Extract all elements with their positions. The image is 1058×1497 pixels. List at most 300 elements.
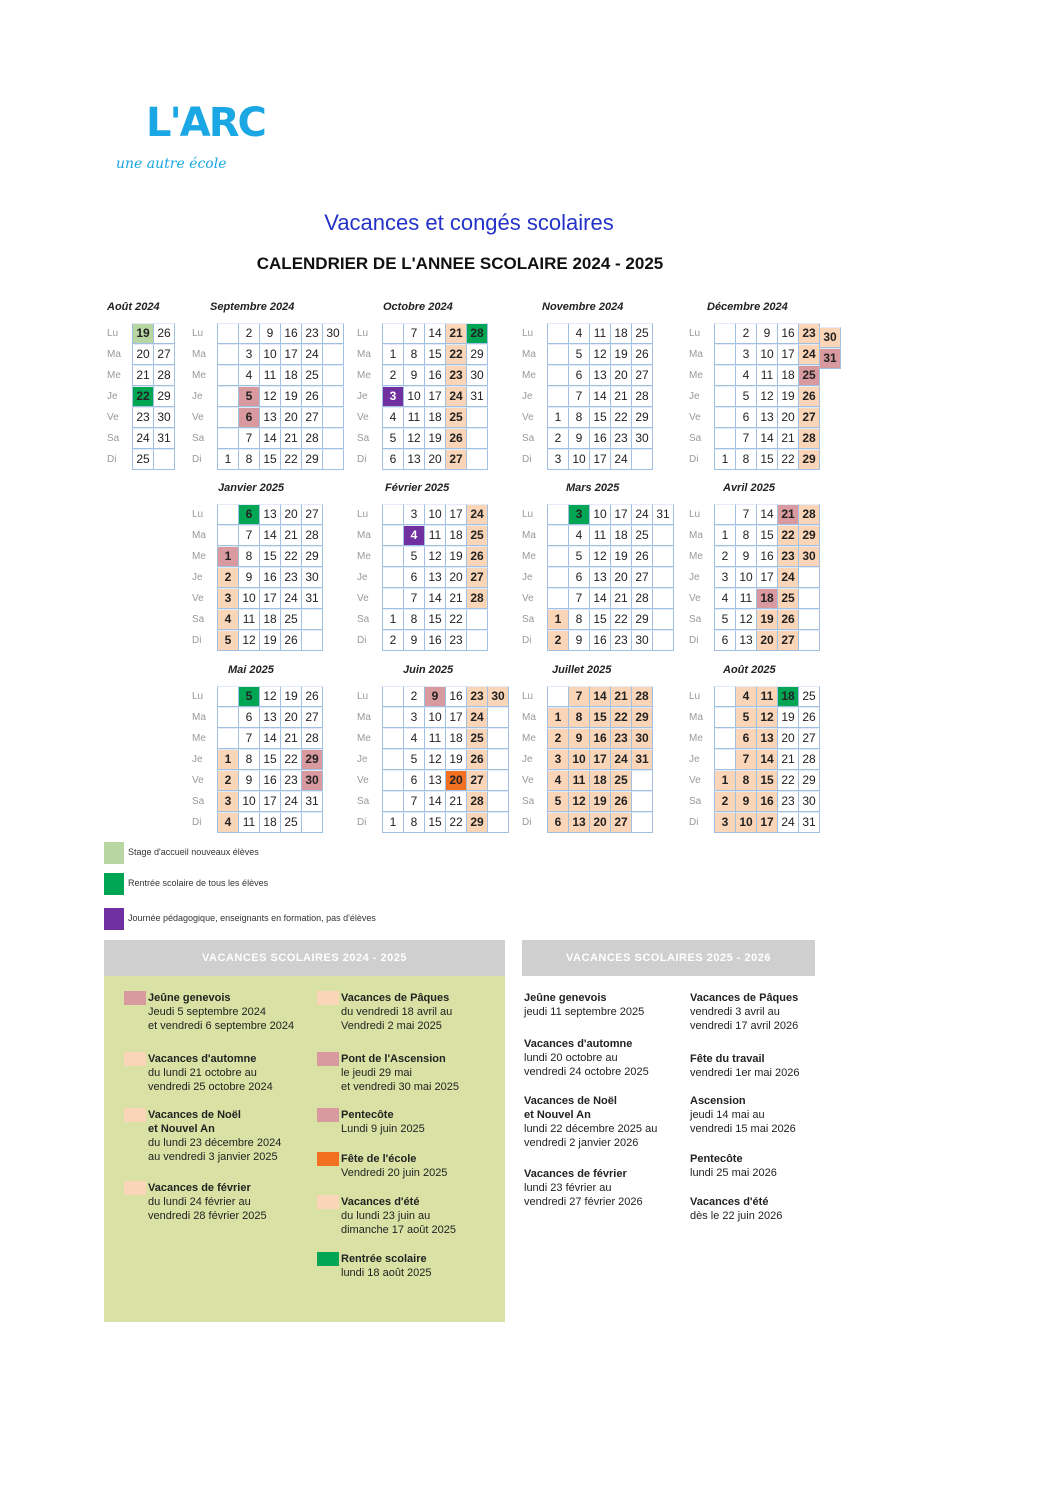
day-cell: 9 bbox=[568, 428, 590, 449]
day-cell: 13 bbox=[403, 449, 425, 470]
day-cell bbox=[382, 770, 404, 791]
weekday-label: Sa bbox=[357, 614, 370, 625]
day-cell: 31 bbox=[631, 749, 653, 770]
day-cell: 1 bbox=[217, 546, 239, 567]
day-cell: 16 bbox=[589, 728, 611, 749]
day-cell: 14 bbox=[259, 428, 281, 449]
month-title: Février 2025 bbox=[385, 482, 450, 494]
weekday-label: Ma bbox=[192, 349, 206, 360]
day-cell: 30 bbox=[631, 728, 653, 749]
day-cell: 31 bbox=[652, 504, 674, 525]
day-cell: 11 bbox=[424, 525, 446, 546]
day-cell: 10 bbox=[735, 812, 757, 833]
weekday-label: Lu bbox=[689, 328, 701, 339]
entry-title: Vacances d'été bbox=[341, 1196, 420, 1208]
entry-line: jeudi 14 mai au bbox=[690, 1109, 765, 1121]
day-cell: 17 bbox=[756, 812, 778, 833]
day-cell: 30 bbox=[631, 428, 653, 449]
day-cell: 30 bbox=[798, 791, 820, 812]
day-cell: 25 bbox=[466, 728, 488, 749]
day-cell: 30 bbox=[631, 630, 653, 651]
day-cell: 9 bbox=[403, 630, 425, 651]
day-cell: 12 bbox=[259, 386, 281, 407]
day-cell: 29 bbox=[153, 386, 175, 407]
vacation-entry bbox=[148, 1052, 273, 1094]
month-title: Août 2025 bbox=[723, 664, 776, 676]
day-cell: 23 bbox=[777, 791, 799, 812]
day-cell: 30 bbox=[153, 407, 175, 428]
weekday-label: Di bbox=[689, 454, 699, 465]
day-cell: 2 bbox=[382, 365, 404, 386]
day-cell: 19 bbox=[424, 428, 446, 449]
day-cell: 18 bbox=[280, 365, 302, 386]
day-cell: 9 bbox=[756, 323, 778, 344]
entry-title: Ascension bbox=[690, 1095, 746, 1107]
day-cell bbox=[301, 812, 323, 833]
day-cell: 7 bbox=[403, 588, 425, 609]
day-cell: 18 bbox=[259, 812, 281, 833]
day-cell bbox=[652, 630, 674, 651]
day-cell: 12 bbox=[424, 749, 446, 770]
day-cell: 3 bbox=[735, 344, 757, 365]
day-cell: 8 bbox=[735, 449, 757, 470]
day-cell: 26 bbox=[631, 344, 653, 365]
day-cell: 5 bbox=[735, 707, 757, 728]
day-cell: 21 bbox=[777, 749, 799, 770]
weekday-label: Me bbox=[357, 551, 371, 562]
entry-line: jeudi 11 septembre 2025 bbox=[524, 1006, 645, 1018]
entry-line: du vendredi 18 avril au bbox=[341, 1006, 453, 1018]
day-cell: 4 bbox=[382, 407, 404, 428]
entry-line: Vendredi 2 mai 2025 bbox=[341, 1020, 442, 1032]
day-cell bbox=[487, 707, 509, 728]
weekday-label: Sa bbox=[357, 796, 370, 807]
day-cell: 9 bbox=[403, 365, 425, 386]
day-cell: 3 bbox=[547, 449, 569, 470]
weekday-label: Je bbox=[522, 754, 533, 765]
month-title: Septembre 2024 bbox=[210, 301, 295, 313]
vacation-entry bbox=[690, 1094, 796, 1136]
day-cell: 19 bbox=[777, 707, 799, 728]
day-cell bbox=[631, 812, 653, 833]
day-cell: 2 bbox=[714, 791, 736, 812]
day-cell: 16 bbox=[259, 567, 281, 588]
entry-line: du lundi 24 février au bbox=[148, 1196, 251, 1208]
month-title: Juin 2025 bbox=[403, 664, 454, 676]
weekday-label: Sa bbox=[522, 433, 535, 444]
day-cell: 4 bbox=[568, 323, 590, 344]
weekday-label: Ve bbox=[192, 412, 204, 423]
day-cell: 20 bbox=[445, 567, 467, 588]
day-cell bbox=[652, 588, 674, 609]
month-title: Juillet 2025 bbox=[552, 664, 612, 676]
day-cell: 25 bbox=[280, 609, 302, 630]
day-cell: 20 bbox=[610, 365, 632, 386]
day-cell: 5 bbox=[568, 546, 590, 567]
day-cell: 8 bbox=[568, 609, 590, 630]
day-cell: 6 bbox=[568, 567, 590, 588]
day-cell: 4 bbox=[735, 365, 757, 386]
day-cell: 4 bbox=[735, 686, 757, 707]
entry-line: Vendredi 20 juin 2025 bbox=[341, 1167, 448, 1179]
entry-title: Jeûne genevois bbox=[148, 992, 231, 1004]
day-cell: 26 bbox=[798, 386, 820, 407]
day-cell: 8 bbox=[568, 407, 590, 428]
day-cell: 23 bbox=[466, 686, 488, 707]
day-cell: 8 bbox=[403, 812, 425, 833]
entry-line: du lundi 21 octobre au bbox=[148, 1067, 257, 1079]
weekday-label: Ve bbox=[357, 775, 369, 786]
day-cell: 14 bbox=[259, 728, 281, 749]
day-cell: 21 bbox=[132, 365, 154, 386]
day-cell: 22 bbox=[280, 449, 302, 470]
day-cell: 17 bbox=[777, 344, 799, 365]
day-cell: 24 bbox=[777, 812, 799, 833]
day-cell: 7 bbox=[568, 386, 590, 407]
entry-title: Vacances d'été bbox=[690, 1196, 769, 1208]
month-title: Janvier 2025 bbox=[218, 482, 285, 494]
day-cell: 20 bbox=[756, 630, 778, 651]
weekday-label: Me bbox=[357, 733, 371, 744]
day-cell: 10 bbox=[424, 504, 446, 525]
day-cell: 9 bbox=[259, 323, 281, 344]
weekday-label: Sa bbox=[522, 614, 535, 625]
day-cell: 6 bbox=[568, 365, 590, 386]
day-cell bbox=[466, 609, 488, 630]
day-cell: 20 bbox=[589, 812, 611, 833]
weekday-label: Je bbox=[357, 754, 368, 765]
day-cell: 21 bbox=[777, 504, 799, 525]
weekday-label: Di bbox=[522, 454, 532, 465]
day-cell: 15 bbox=[589, 609, 611, 630]
day-cell: 14 bbox=[424, 323, 446, 344]
day-cell: 5 bbox=[403, 546, 425, 567]
day-cell bbox=[547, 686, 569, 707]
day-cell: 30 bbox=[487, 686, 509, 707]
month-title: Novembre 2024 bbox=[542, 301, 624, 313]
day-cell: 12 bbox=[589, 546, 611, 567]
day-cell: 19 bbox=[756, 609, 778, 630]
day-cell: 25 bbox=[631, 525, 653, 546]
entry-swatch bbox=[124, 1108, 146, 1122]
day-cell: 11 bbox=[589, 525, 611, 546]
day-cell: 19 bbox=[610, 344, 632, 365]
day-cell bbox=[798, 588, 820, 609]
day-cell: 13 bbox=[259, 504, 281, 525]
day-cell: 8 bbox=[238, 749, 260, 770]
weekday-label: Sa bbox=[357, 433, 370, 444]
weekday-label: Me bbox=[689, 733, 703, 744]
day-cell: 28 bbox=[153, 365, 175, 386]
day-cell: 27 bbox=[610, 812, 632, 833]
day-cell: 17 bbox=[259, 588, 281, 609]
entry-line: lundi 22 décembre 2025 au bbox=[524, 1123, 658, 1135]
day-cell bbox=[798, 630, 820, 651]
day-cell: 28 bbox=[631, 686, 653, 707]
day-cell: 3 bbox=[217, 588, 239, 609]
weekday-label: Di bbox=[192, 635, 202, 646]
day-cell: 16 bbox=[280, 323, 302, 344]
entry-title: Vacances de Pâques bbox=[341, 992, 450, 1004]
day-cell: 4 bbox=[568, 525, 590, 546]
day-cell: 2 bbox=[382, 630, 404, 651]
panel-heading-2025-2026: VACANCES SCOLAIRES 2025 - 2026 bbox=[522, 940, 815, 976]
weekday-label: Lu bbox=[357, 328, 369, 339]
day-cell: 26 bbox=[798, 707, 820, 728]
day-cell: 28 bbox=[798, 749, 820, 770]
day-cell: 7 bbox=[568, 588, 590, 609]
day-cell: 13 bbox=[756, 728, 778, 749]
day-cell: 11 bbox=[238, 609, 260, 630]
day-cell: 24 bbox=[798, 344, 820, 365]
day-cell: 22 bbox=[610, 609, 632, 630]
day-cell bbox=[217, 728, 239, 749]
day-cell: 6 bbox=[238, 504, 260, 525]
day-cell: 1 bbox=[382, 609, 404, 630]
day-cell bbox=[487, 791, 509, 812]
day-cell bbox=[652, 546, 674, 567]
day-cell: 26 bbox=[445, 428, 467, 449]
day-cell: 31 bbox=[466, 386, 488, 407]
day-cell: 10 bbox=[424, 707, 446, 728]
day-cell bbox=[217, 525, 239, 546]
day-cell: 17 bbox=[445, 707, 467, 728]
day-cell: 10 bbox=[568, 449, 590, 470]
entry-title: Fête du travail bbox=[690, 1053, 765, 1065]
weekday-label: Ma bbox=[192, 712, 206, 723]
weekday-label: Di bbox=[689, 817, 699, 828]
day-cell: 11 bbox=[424, 728, 446, 749]
day-cell bbox=[322, 365, 344, 386]
entry-line: du lundi 23 décembre 2024 bbox=[148, 1137, 282, 1149]
entry-line: et Nouvel An bbox=[524, 1109, 591, 1121]
weekday-label: Me bbox=[192, 733, 206, 744]
day-cell: 27 bbox=[445, 449, 467, 470]
day-cell: 18 bbox=[445, 525, 467, 546]
day-cell: 8 bbox=[735, 770, 757, 791]
day-cell: 1 bbox=[382, 812, 404, 833]
day-cell: 1 bbox=[714, 770, 736, 791]
weekday-label: Ve bbox=[192, 775, 204, 786]
entry-line: dès le 22 juin 2026 bbox=[690, 1210, 783, 1222]
day-cell: 10 bbox=[735, 567, 757, 588]
weekday-label: Lu bbox=[357, 509, 369, 520]
entry-line: dimanche 17 août 2025 bbox=[341, 1224, 456, 1236]
day-cell: 27 bbox=[798, 407, 820, 428]
day-cell: 13 bbox=[568, 812, 590, 833]
day-cell: 19 bbox=[610, 546, 632, 567]
vacation-entry bbox=[690, 991, 798, 1033]
day-cell bbox=[714, 749, 736, 770]
day-cell bbox=[487, 812, 509, 833]
day-cell: 27 bbox=[631, 365, 653, 386]
day-cell bbox=[382, 546, 404, 567]
day-cell: 20 bbox=[424, 449, 446, 470]
weekday-label: Ve bbox=[357, 593, 369, 604]
month-title: Mars 2025 bbox=[566, 482, 620, 494]
day-cell: 24 bbox=[280, 588, 302, 609]
entry-line: vendredi 25 octobre 2024 bbox=[148, 1081, 273, 1093]
day-cell: 23 bbox=[445, 630, 467, 651]
day-cell: 12 bbox=[568, 791, 590, 812]
weekday-label: Sa bbox=[192, 614, 205, 625]
day-cell: 22 bbox=[610, 407, 632, 428]
day-cell: 29 bbox=[466, 812, 488, 833]
day-cell: 1 bbox=[547, 407, 569, 428]
day-cell: 24 bbox=[301, 344, 323, 365]
day-cell: 7 bbox=[403, 791, 425, 812]
entry-line: lundi 23 février au bbox=[524, 1182, 612, 1194]
weekday-label: Lu bbox=[522, 509, 534, 520]
weekday-label: Di bbox=[192, 817, 202, 828]
day-cell: 17 bbox=[445, 504, 467, 525]
day-cell: 17 bbox=[589, 749, 611, 770]
month-title: Octobre 2024 bbox=[383, 301, 453, 313]
day-cell: 18 bbox=[589, 770, 611, 791]
day-cell: 3 bbox=[403, 504, 425, 525]
day-cell bbox=[631, 449, 653, 470]
weekday-label: Lu bbox=[689, 509, 701, 520]
weekday-label: Je bbox=[689, 754, 700, 765]
day-cell: 13 bbox=[756, 407, 778, 428]
day-cell: 18 bbox=[445, 728, 467, 749]
day-cell bbox=[322, 344, 344, 365]
logo-tagline: une autre école bbox=[116, 156, 227, 172]
day-cell bbox=[714, 728, 736, 749]
vacation-entry bbox=[690, 1052, 799, 1080]
weekday-label: Je bbox=[522, 572, 533, 583]
entry-title: Vacances de février bbox=[148, 1182, 251, 1194]
weekday-label: Ve bbox=[522, 775, 534, 786]
day-cell bbox=[217, 407, 239, 428]
day-cell: 23 bbox=[132, 407, 154, 428]
day-cell: 17 bbox=[259, 791, 281, 812]
vacation-entry bbox=[148, 1181, 267, 1223]
entry-line: Lundi 9 juin 2025 bbox=[341, 1123, 425, 1135]
day-cell bbox=[652, 525, 674, 546]
day-cell bbox=[547, 525, 569, 546]
weekday-label: Di bbox=[357, 817, 367, 828]
day-cell: 18 bbox=[259, 609, 281, 630]
day-cell: 27 bbox=[301, 504, 323, 525]
day-cell: 8 bbox=[403, 609, 425, 630]
entry-line: et vendredi 30 mai 2025 bbox=[341, 1081, 460, 1093]
day-cell: 24 bbox=[777, 567, 799, 588]
vacation-entry bbox=[148, 1108, 281, 1164]
legend-swatch bbox=[104, 908, 124, 930]
day-cell bbox=[466, 428, 488, 449]
day-cell: 16 bbox=[424, 630, 446, 651]
day-cell: 8 bbox=[568, 707, 590, 728]
day-cell: 26 bbox=[777, 609, 799, 630]
weekday-label: Ve bbox=[689, 593, 701, 604]
day-cell: 13 bbox=[424, 567, 446, 588]
day-cell: 27 bbox=[631, 567, 653, 588]
day-cell: 30 bbox=[301, 770, 323, 791]
entry-line: du lundi 23 juin au bbox=[341, 1210, 431, 1222]
day-cell: 4 bbox=[238, 365, 260, 386]
weekday-label: Sa bbox=[689, 614, 702, 625]
day-cell: 22 bbox=[777, 770, 799, 791]
entry-line: Jeudi 5 septembre 2024 bbox=[148, 1006, 267, 1018]
day-cell: 30 bbox=[301, 567, 323, 588]
day-cell: 30 bbox=[819, 327, 841, 348]
day-cell: 18 bbox=[777, 686, 799, 707]
day-cell bbox=[382, 728, 404, 749]
day-cell: 23 bbox=[280, 770, 302, 791]
weekday-label: Me bbox=[522, 551, 536, 562]
weekday-label: Je bbox=[357, 572, 368, 583]
day-cell bbox=[714, 707, 736, 728]
weekday-label: Di bbox=[522, 817, 532, 828]
day-cell: 20 bbox=[280, 707, 302, 728]
day-cell: 6 bbox=[547, 812, 569, 833]
day-cell bbox=[217, 365, 239, 386]
day-cell: 3 bbox=[382, 386, 404, 407]
vacation-entry bbox=[148, 991, 294, 1033]
day-cell: 16 bbox=[756, 546, 778, 567]
day-cell: 21 bbox=[445, 588, 467, 609]
day-cell: 28 bbox=[798, 504, 820, 525]
day-cell: 27 bbox=[301, 407, 323, 428]
day-cell: 24 bbox=[610, 749, 632, 770]
weekday-label: Me bbox=[357, 370, 371, 381]
day-cell: 6 bbox=[714, 630, 736, 651]
day-cell: 11 bbox=[259, 365, 281, 386]
weekday-label: Me bbox=[522, 370, 536, 381]
day-cell: 2 bbox=[547, 728, 569, 749]
day-cell: 28 bbox=[301, 728, 323, 749]
day-cell: 8 bbox=[238, 449, 260, 470]
weekday-label: Sa bbox=[192, 796, 205, 807]
day-cell: 11 bbox=[589, 323, 611, 344]
day-cell: 26 bbox=[280, 630, 302, 651]
day-cell bbox=[466, 449, 488, 470]
weekday-label: Lu bbox=[192, 328, 204, 339]
day-cell: 20 bbox=[280, 407, 302, 428]
day-cell bbox=[798, 567, 820, 588]
day-cell: 26 bbox=[631, 546, 653, 567]
weekday-label: Ve bbox=[689, 775, 701, 786]
day-cell: 6 bbox=[403, 770, 425, 791]
day-cell bbox=[547, 504, 569, 525]
weekday-label: Ma bbox=[192, 530, 206, 541]
day-cell: 20 bbox=[610, 567, 632, 588]
day-cell bbox=[547, 588, 569, 609]
day-cell: 19 bbox=[589, 791, 611, 812]
entry-line: lundi 18 août 2025 bbox=[341, 1267, 432, 1279]
day-cell: 28 bbox=[631, 386, 653, 407]
day-cell bbox=[382, 588, 404, 609]
day-cell: 20 bbox=[280, 504, 302, 525]
day-cell: 18 bbox=[777, 365, 799, 386]
day-cell: 6 bbox=[735, 407, 757, 428]
day-cell: 15 bbox=[259, 449, 281, 470]
weekday-label: Je bbox=[357, 391, 368, 402]
day-cell: 15 bbox=[756, 449, 778, 470]
day-cell bbox=[466, 630, 488, 651]
entry-line: vendredi 28 février 2025 bbox=[148, 1210, 267, 1222]
day-cell: 17 bbox=[589, 449, 611, 470]
day-cell: 3 bbox=[217, 791, 239, 812]
day-cell: 2 bbox=[403, 686, 425, 707]
weekday-label: Lu bbox=[107, 328, 119, 339]
day-cell bbox=[382, 749, 404, 770]
day-cell: 15 bbox=[424, 609, 446, 630]
day-cell bbox=[547, 567, 569, 588]
day-cell: 16 bbox=[589, 630, 611, 651]
day-cell bbox=[217, 344, 239, 365]
